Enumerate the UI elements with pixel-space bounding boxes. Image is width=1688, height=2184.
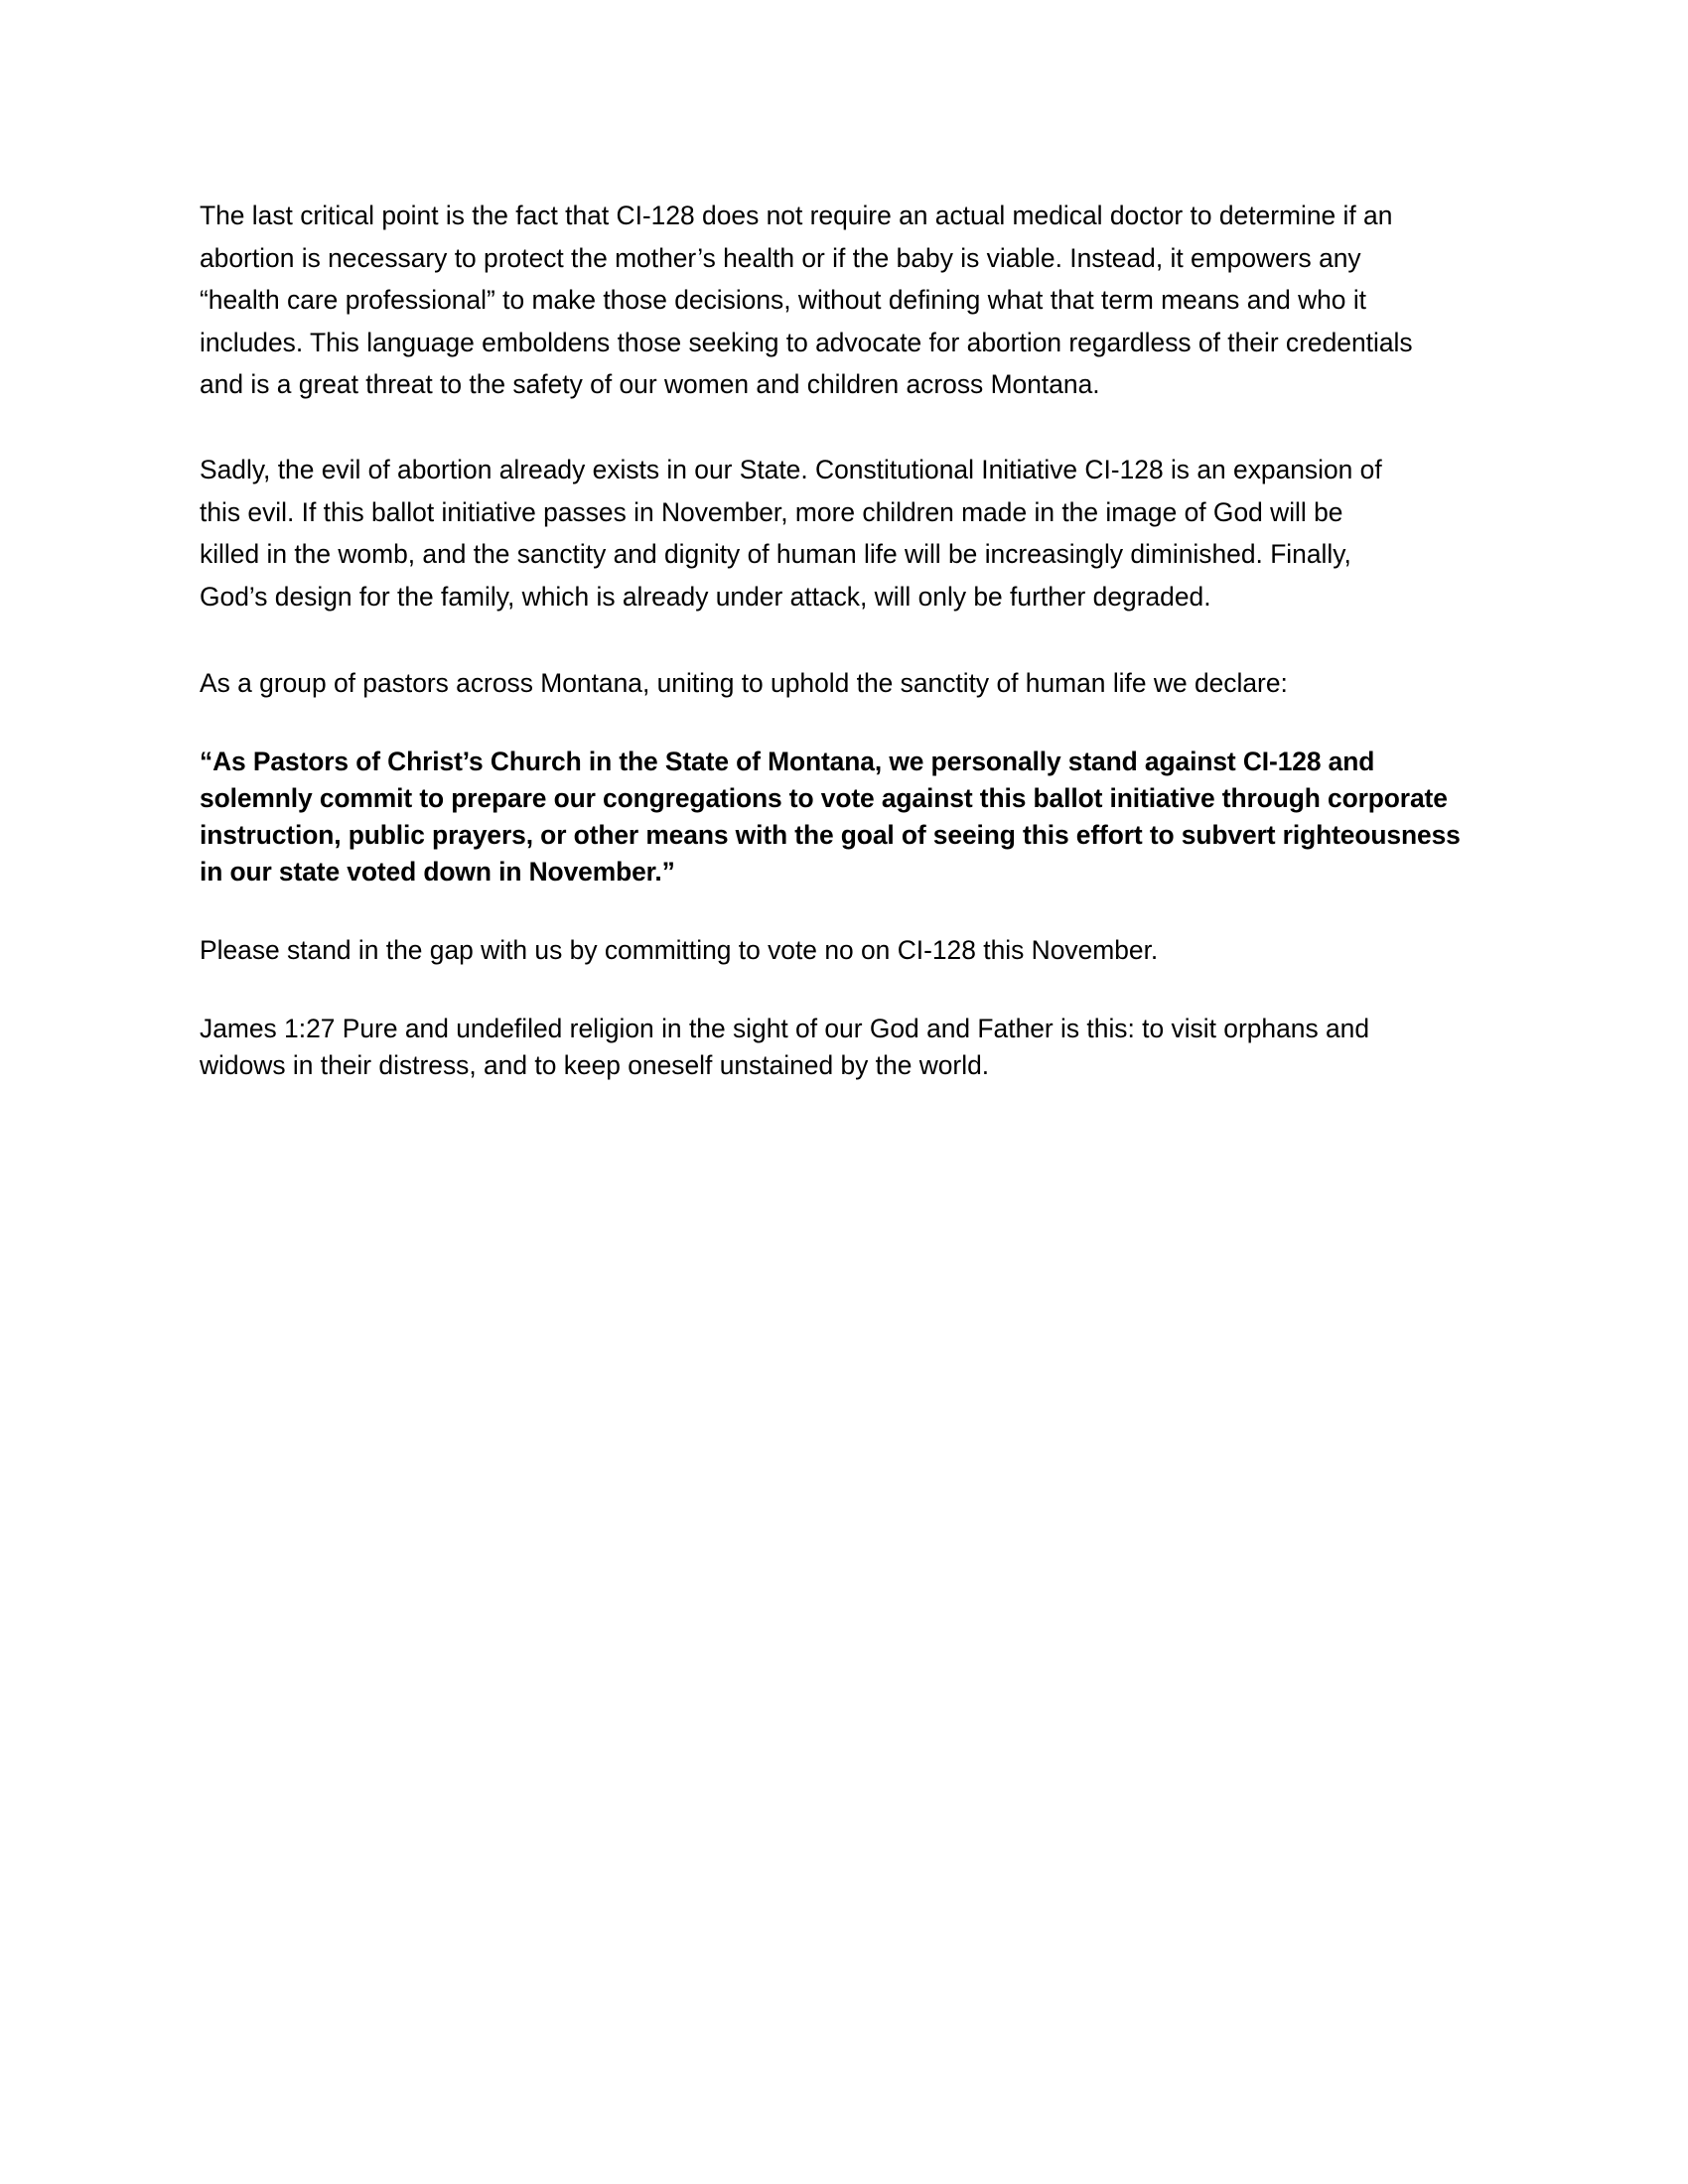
- text-line: Please stand in the gap with us by committing to vote no on CI-128 this November.: [200, 935, 1159, 965]
- text-line: The last critical point is the fact that CI-128 does not require an actual medical doctor to determine if an: [200, 201, 1393, 230]
- text-line: solemnly commit to prepare our congregations to vote against this ballot initiative through corporate: [200, 783, 1448, 813]
- text-line: includes. This language emboldens those seeking to advocate for abortion regardless of their credentials: [200, 327, 1413, 357]
- scripture-quote: [200, 1011, 1369, 1084]
- text-line: “As Pastors of Christ’s Church in the State of Montana, we personally stand against CI-128 and: [200, 747, 1375, 776]
- paragraph-evil-of-abortion: [200, 449, 1382, 617]
- text-line: abortion is necessary to protect the mother’s health or if the baby is viable. Instead, it empowers any: [200, 242, 1361, 273]
- paragraph-pastors-declare: [200, 662, 1288, 705]
- text-line: James 1:27 Pure and undefiled religion in the sight of our God and Father is this: to visit orphans and: [200, 1014, 1370, 1043]
- text-line: this evil. If this ballot initiative passes in November, more children made in the image of God will be: [200, 496, 1343, 527]
- text-line: As a group of pastors across Montana, uniting to uphold the sanctity of human life we declare:: [200, 668, 1288, 698]
- text-line: God’s design for the family, which is already under attack, will only be further degraded.: [200, 581, 1211, 612]
- text-line: Sadly, the evil of abortion already exists in our State. Constitutional Initiative CI-128 is an expansion of: [200, 455, 1382, 484]
- text-line: widows in their distress, and to keep oneself unstained by the world.: [200, 1050, 990, 1080]
- paragraph-medical-professional: [200, 195, 1413, 406]
- text-line: and is a great threat to the safety of our women and children across Montana.: [200, 369, 1100, 399]
- text-line: instruction, public prayers, or other means with the goal of seeing this effort to subvert righteousness: [200, 820, 1461, 850]
- text-line: killed in the womb, and the sanctity and dignity of human life will be increasingly diminished. Finally,: [200, 539, 1351, 569]
- call-to-action: [200, 932, 1158, 969]
- text-line: “health care professional” to make those decisions, without defining what that term means and who it: [200, 285, 1367, 315]
- text-line: in our state voted down in November.”: [200, 857, 675, 887]
- declaration-quote: [200, 744, 1461, 890]
